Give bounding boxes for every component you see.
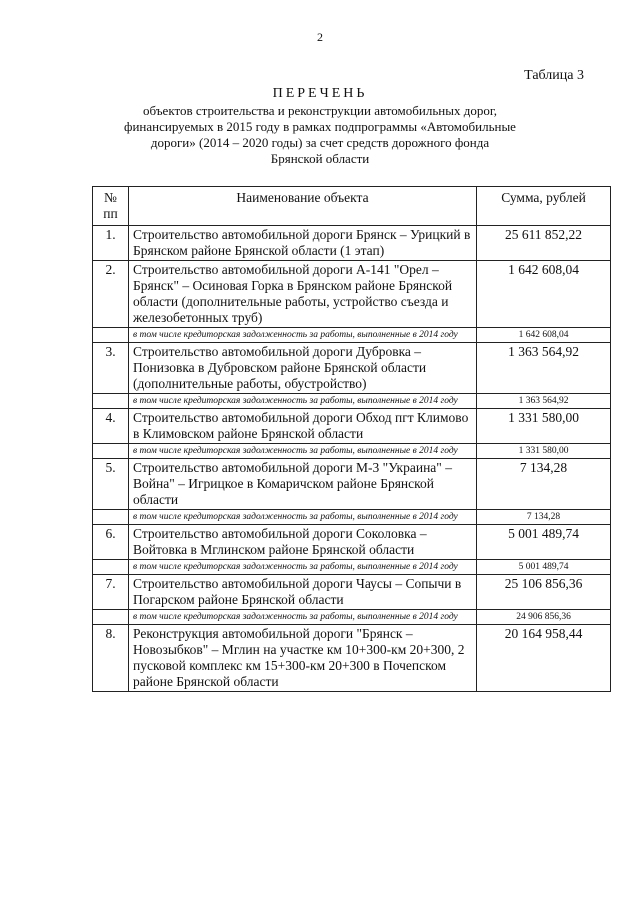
row-sum: 1 363 564,92 — [477, 394, 611, 409]
document-title: ПЕРЕЧЕНЬ — [272, 86, 368, 101]
row-number: 1. — [93, 226, 129, 261]
row-sum: 1 331 580,00 — [477, 444, 611, 459]
table-body — [93, 226, 611, 692]
row-number: 6. — [93, 525, 129, 560]
row-number: 4. — [93, 409, 129, 444]
row-number: 3. — [93, 343, 129, 394]
subtitle-line: объектов строительства и реконструкции автомобильных дорог, — [143, 103, 497, 118]
row-sum: 1 363 564,92 — [477, 343, 611, 394]
table-row — [93, 226, 611, 261]
row-sum: 1 642 608,04 — [477, 328, 611, 343]
row-object-name: Строительство автомобильной дороги Дубровка – Понизовка в Дубровском районе Брянской области (дополнительные работы, обустройство) — [129, 343, 477, 394]
table-subrow — [93, 560, 611, 575]
subtitle-line: Брянской области — [270, 151, 370, 166]
row-number: 2. — [93, 261, 129, 328]
row-note: в том числе кредиторская задолженность за работы, выполненные в 2014 году — [129, 444, 477, 459]
header-sum: Сумма, рублей — [477, 187, 611, 226]
row-sum: 24 906 856,36 — [477, 610, 611, 625]
row-object-name: Строительство автомобильной дороги А-141 "Орел – Брянск" – Осиновая Горка в Брянском районе Брянской области (дополнительные работы, устройство съезда и железобетонных труб) — [129, 261, 477, 328]
row-number: 5. — [93, 459, 129, 510]
header-number: № пп — [93, 187, 129, 226]
table-row — [93, 625, 611, 692]
document-subtitle — [100, 103, 540, 167]
row-note: в том числе кредиторская задолженность за работы, выполненные в 2014 году — [129, 560, 477, 575]
table-row — [93, 575, 611, 610]
row-number — [93, 328, 129, 343]
row-object-name: Строительство автомобильной дороги М-3 "Украина" – Война" – Игрицкое в Комаричском районе Брянской области — [129, 459, 477, 510]
row-object-name: Строительство автомобильной дороги Обход пгт Климово в Климовском районе Брянской области — [129, 409, 477, 444]
table-subrow — [93, 610, 611, 625]
page-number: 2 — [317, 30, 323, 44]
row-sum: 7 134,28 — [477, 510, 611, 525]
row-number — [93, 610, 129, 625]
table-row — [93, 409, 611, 444]
row-sum: 1 642 608,04 — [477, 261, 611, 328]
subtitle-line: дороги» (2014 – 2020 годы) за счет средств дорожного фонда — [150, 135, 490, 150]
row-number: 8. — [93, 625, 129, 692]
row-sum: 20 164 958,44 — [477, 625, 611, 692]
objects-table — [92, 186, 611, 692]
table-label: Таблица 3 — [524, 68, 584, 83]
row-object-name: Строительство автомобильной дороги Чаусы – Сопычи в Погарском районе Брянской области — [129, 575, 477, 610]
table-subrow — [93, 510, 611, 525]
table-subrow — [93, 394, 611, 409]
row-sum: 25 611 852,22 — [477, 226, 611, 261]
row-sum: 5 001 489,74 — [477, 525, 611, 560]
row-note: в том числе кредиторская задолженность за работы, выполненные в 2014 году — [129, 610, 477, 625]
table-header-row — [93, 187, 611, 226]
row-object-name: Строительство автомобильной дороги Брянск – Урицкий в Брянском районе Брянской области (1 этап) — [129, 226, 477, 261]
table-subrow — [93, 444, 611, 459]
table-subrow — [93, 328, 611, 343]
row-sum: 1 331 580,00 — [477, 409, 611, 444]
table-row — [93, 459, 611, 510]
subtitle-line: финансируемых в 2015 году в рамках подпрограммы «Автомобильные — [124, 119, 516, 134]
row-number — [93, 510, 129, 525]
row-note: в том числе кредиторская задолженность за работы, выполненные в 2014 году — [129, 328, 477, 343]
row-number — [93, 444, 129, 459]
row-sum: 5 001 489,74 — [477, 560, 611, 575]
row-number — [93, 560, 129, 575]
table-row — [93, 525, 611, 560]
row-number: 7. — [93, 575, 129, 610]
row-sum: 25 106 856,36 — [477, 575, 611, 610]
table-row — [93, 343, 611, 394]
row-note: в том числе кредиторская задолженность за работы, выполненные в 2014 году — [129, 394, 477, 409]
header-name: Наименование объекта — [129, 187, 477, 226]
row-note: в том числе кредиторская задолженность за работы, выполненные в 2014 году — [129, 510, 477, 525]
table-row — [93, 261, 611, 328]
row-number — [93, 394, 129, 409]
row-sum: 7 134,28 — [477, 459, 611, 510]
row-object-name: Строительство автомобильной дороги Соколовка – Войтовка в Мглинском районе Брянской области — [129, 525, 477, 560]
row-object-name: Реконструкция автомобильной дороги "Брянск – Новозыбков" – Мглин на участке км 10+300-км 20+300, 2 пусковой комплекс км 15+300-км 20+300 в Почепском районе Брянской области — [129, 625, 477, 692]
